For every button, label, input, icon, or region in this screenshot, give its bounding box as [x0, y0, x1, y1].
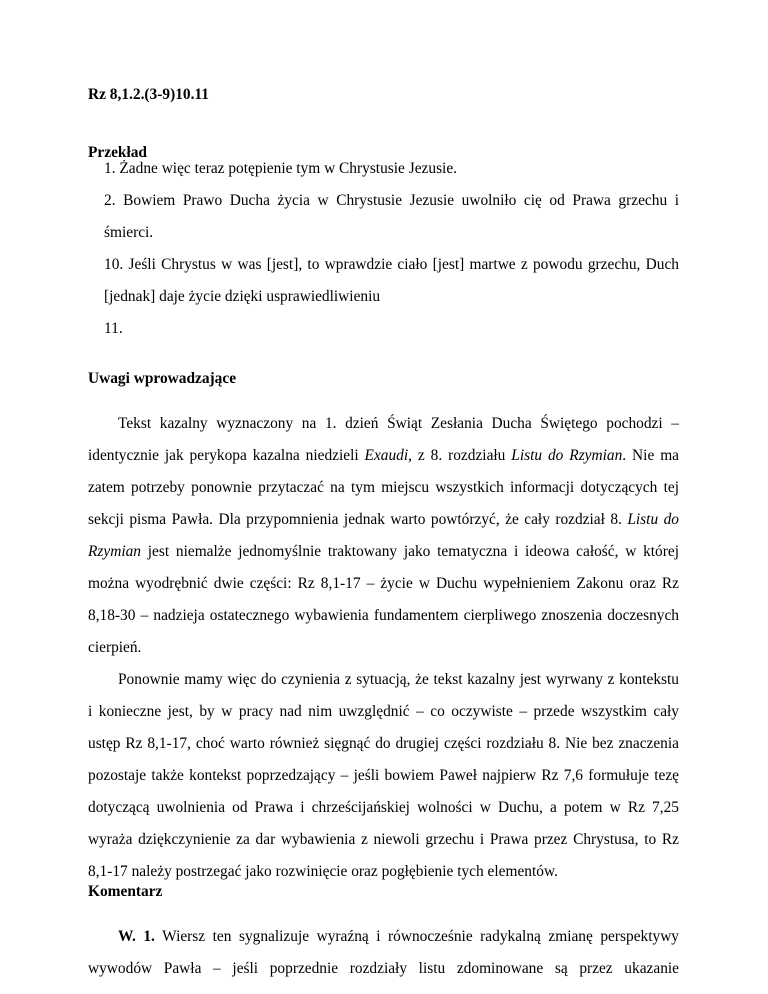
- text-run: , z 8. rozdziału: [408, 447, 512, 464]
- intro-p1-line: [88, 504, 679, 536]
- intro-p2-line: wyraża dziękczynienie za dar wybawienia z niewoli grzechu i Prawa przez Chrystusa, to Rz: [88, 831, 679, 848]
- translation-verse-11: 11.: [104, 320, 123, 337]
- text-run: jest niemalże jednomyślnie traktowany jako tematyczna i ideowa całość, w której: [141, 543, 679, 560]
- italic-run: Listu do Rzymian: [511, 447, 623, 464]
- commentary-line: wywodów Pawła – jeśli poprzednie rozdziały listu zdominowane są przez ukazanie: [88, 960, 679, 977]
- intro-p1-line: zatem potrzeby ponownie przytaczać na tym miejscu wszystkich informacji dotyczących tej: [88, 479, 679, 496]
- translation-verse-10: 10. Jeśli Chrystus w was [jest], to wprawdzie ciało [jest] martwe z powodu grzechu, Duch: [104, 256, 679, 273]
- intro-p1-line: 8,18-30 – nadzieja ostatecznego wybawienia fundamentem cierpliwego znoszenia doczesnych: [88, 607, 679, 624]
- translation-verse-1: 1. Żadne więc teraz potępienie tym w Chrystusie Jezusie.: [104, 160, 458, 177]
- translation-verse-2-cont: śmierci.: [104, 224, 154, 241]
- text-run: sekcji pisma Pawła. Dla przypomnienia jednak warto powtórzyć, że cały rozdział 8.: [88, 511, 628, 528]
- text-run: identycznie jak perykopa kazalna niedzieli: [88, 447, 365, 464]
- intro-paragraph-2: [88, 664, 679, 888]
- intro-p2-line: pozostaje także kontekst poprzedzający – jeśli bowiem Paweł najpierw Rz 7,6 formułuje tezę: [88, 767, 679, 784]
- translation-verse-10-cont: [jednak] daje życie dzięki usprawiedliwieniu: [104, 288, 381, 305]
- italic-run: Rzymian: [88, 543, 142, 560]
- intro-p1-line: [88, 440, 679, 472]
- translation-heading: Przekład: [88, 144, 147, 161]
- intro-p1-line: cierpień.: [88, 639, 142, 656]
- italic-run: Exaudi: [364, 447, 409, 464]
- intro-p1-line: Tekst kazalny wyznaczony na 1. dzień Świąt Zesłania Ducha Świętego pochodzi –: [118, 415, 679, 432]
- text-run: Wiersz ten sygnalizuje wyraźną i równocześnie radykalną zmianę perspektywy: [154, 928, 679, 945]
- intro-p2-line: ustęp Rz 8,1-17, choć warto również sięgnąć do drugiej części rozdziału 8. Nie bez znaczenia: [88, 735, 679, 752]
- intro-p2-line: dotyczącą uwolnienia od Prawa i chrześcijańskiej wolności w Duchu, a potem w Rz 7,25: [88, 799, 679, 816]
- commentary-paragraph: [88, 921, 679, 985]
- commentary-line: [88, 921, 679, 953]
- intro-p1-line: [88, 536, 679, 568]
- intro-p2-line: Ponownie mamy więc do czynienia z sytuacją, że tekst kazalny jest wyrwany z kontekstu: [118, 671, 679, 688]
- translation-verse-2: 2. Bowiem Prawo Ducha życia w Chrystusie Jezusie uwolniło cię od Prawa grzechu i: [104, 192, 679, 209]
- text-run: . Nie ma: [622, 447, 679, 464]
- intro-paragraph-1: [88, 408, 679, 664]
- intro-p1-line: można wyodrębnić dwie części: Rz 8,1-17 – życie w Duchu wypełnieniem Zakonu oraz Rz: [88, 575, 679, 592]
- intro-p2-line: i konieczne jest, by w pracy nad nim uwzględnić – co oczywiste – przede wszystkim cały: [88, 703, 679, 720]
- italic-run: Listu do: [627, 511, 679, 528]
- intro-p2-line: 8,1-17 należy postrzegać jako rozwinięcie oraz pogłębienie tych elementów.: [88, 863, 558, 880]
- translation-block: [88, 153, 679, 345]
- passage-reference: Rz 8,1.2.(3-9)10.11: [88, 86, 209, 103]
- verse-label: W. 1.: [118, 928, 155, 945]
- commentary-heading: Komentarz: [88, 883, 163, 900]
- intro-heading: Uwagi wprowadzające: [88, 370, 237, 387]
